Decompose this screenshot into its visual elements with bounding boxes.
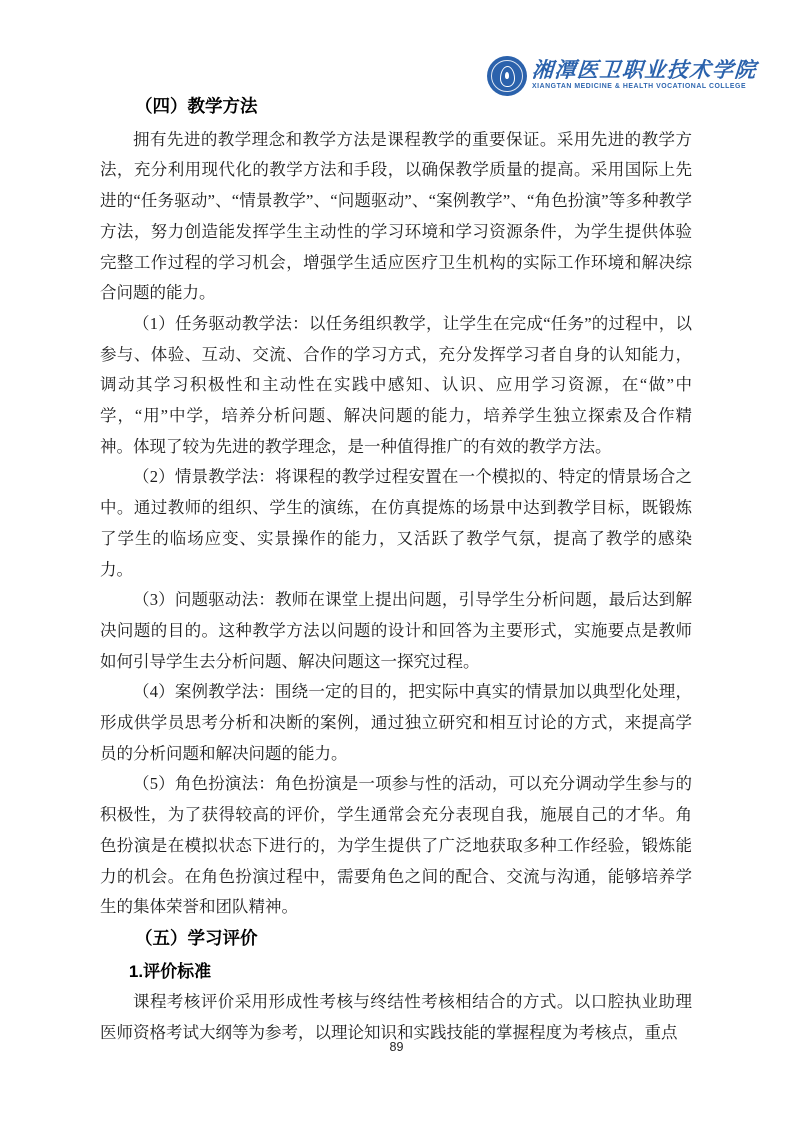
paragraph-case-teaching-method: （4）案例教学法：围绕一定的目的，把实际中真实的情景加以典型化处理，形成供学员思考分析和决断的案例，通过独立研究和相互讨论的方式，来提高学员的分析问题和解决问题的能力。: [100, 682, 692, 763]
section-heading-teaching-methods: （四）教学方法: [135, 96, 258, 116]
college-logo: [487, 56, 757, 96]
college-name-chinese: 湘潭医卫职业技术学院: [531, 58, 758, 82]
subheading-evaluation-standard: 1.评价标准: [128, 961, 212, 981]
document-body: [100, 91, 692, 1049]
paragraph-evaluation-standard: 课程考核评价采用形成性考核与终结性考核相结合的方式。以口腔执业助理医师资格考试大纲等为参考，以理论知识和实践技能的掌握程度为考核点，重点: [100, 992, 692, 1043]
paragraph-role-play-method: （5）角色扮演法：角色扮演是一项参与性的活动，可以充分调动学生参与的积极性，为了获得较高的评价，学生通常会充分表现自我，施展自己的才华。角色扮演是在模拟状态下进行的，为学生提供了广泛地获取多种工作经验，锻炼能力的机会。在角色扮演过程中，需要角色之间的配合、交流与沟通，能够培养学生的集体荣誉和团队精神。: [100, 774, 692, 917]
logo-text-block: [532, 56, 757, 91]
paragraph-intro: 拥有先进的教学理念和教学方法是课程教学的重要保证。采用先进的教学方法，充分利用现代化的教学方法和手段，以确保教学质量的提高。采用国际上先进的“任务驱动”、“情景教学”、“问题驱动”、“案例教学”、“角色扮演”等多种教学方法，努力创造能发挥学生主动性的学习环境和学习资源条件，为学生提供体验完整工作过程的学习机会，增强学生适应医疗卫生机构的实际工作环境和解决综合问题的能力。: [100, 129, 692, 303]
page-number: 89: [389, 1040, 404, 1054]
paragraph-scenario-teaching-method: （2）情景教学法：将课程的教学过程安置在一个模拟的、特定的情景场合之中。通过教师的组织、学生的演练，在仿真提炼的场景中达到教学目标，既锻炼了学生的临场应变、实景操作的能力，又活跃了教学气氛，提高了教学的感染力。: [100, 467, 692, 579]
paragraph-problem-driven-method: （3）问题驱动法：教师在课堂上提出问题，引导学生分析问题，最后达到解决问题的目的。这种教学方法以问题的设计和回答为主要形式，实施要点是教师如何引导学生去分析问题、解决问题这一探究过程。: [100, 590, 692, 671]
college-emblem-icon: [487, 56, 527, 96]
college-name-english: XIANGTAN MEDICINE & HEALTH VOCATIONAL COLLEGE: [532, 83, 747, 90]
emblem-flame-dot: [505, 72, 509, 79]
section-heading-learning-evaluation: （五）学习评价: [135, 927, 258, 948]
paragraph-task-driven-method: （1）任务驱动教学法：以任务组织教学，让学生在完成“任务”的过程中，以参与、体验、互动、交流、合作的学习方式，充分发挥学习者自身的认知能力，调动其学习积极性和主动性在实践中感知、认识、应用学习资源，在“做”中学，“用”中学，培养分析问题、解决问题的能力，培养学生独立探索及合作精神。体现了较为先进的教学理念，是一种值得推广的有效的教学方法。: [100, 313, 692, 456]
